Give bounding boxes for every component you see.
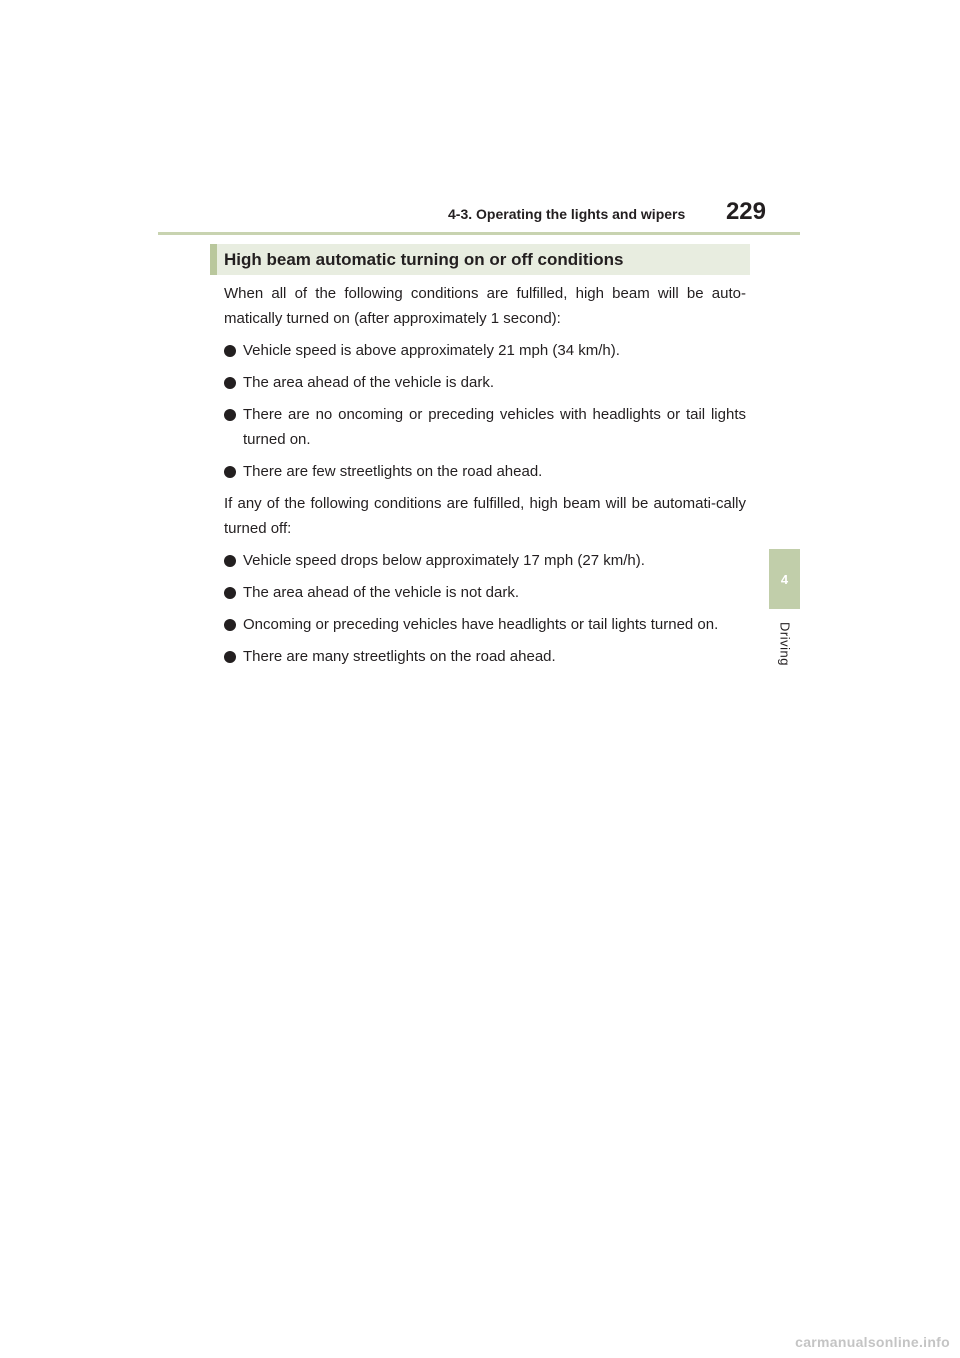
section-body [224,281,746,676]
list-item [224,459,746,484]
list-item-text: Vehicle speed drops below approximately 17 mph (27 km/h). [243,552,645,569]
list-item [224,402,746,452]
list-item [224,338,746,363]
bullet-icon [224,409,236,421]
list-item [224,548,746,573]
running-header-title: 4-3. Operating the lights and wipers [448,206,686,222]
bullet-icon [224,651,236,663]
watermark-text: carmanualsonline.info [795,1334,950,1350]
list-item-text: The area ahead of the vehicle is not dark. [243,584,520,601]
bullet-icon [224,466,236,478]
section-heading-text: High beam automatic turning on or off conditions [224,249,624,269]
bullet-icon [224,555,236,567]
list-item [224,644,746,669]
list-item-text: Vehicle speed is above approximately 21 mph (34 km/h). [243,342,620,359]
list-item-text: Oncoming or preceding vehicles have headlights or tail lights turned on. [243,616,719,633]
list-item [224,612,746,637]
list-item-text: There are no oncoming or preceding vehicles with headlights or tail lights turned on. [243,406,746,448]
bullet-icon [224,587,236,599]
list-item [224,580,746,605]
intro-off-paragraph: If any of the following conditions are fulfilled, high beam will be automati-cally turned off: [224,495,746,537]
list-item-text: The area ahead of the vehicle is dark. [243,374,494,391]
section-heading [210,244,750,275]
intro-on-paragraph: When all of the following conditions are fulfilled, high beam will be auto-matically turned on (after approximately 1 second): [224,285,746,327]
bullet-icon [224,619,236,631]
bullet-icon [224,345,236,357]
list-item-text: There are many streetlights on the road ahead. [243,648,556,665]
bullet-icon [224,377,236,389]
chapter-tab [769,549,800,609]
header-divider [158,232,800,235]
list-item [224,370,746,395]
chapter-number: 4 [780,571,789,587]
page-number: 229 [725,198,766,225]
list-item-text: There are few streetlights on the road ahead. [243,463,543,480]
chapter-label: Driving [777,622,793,666]
